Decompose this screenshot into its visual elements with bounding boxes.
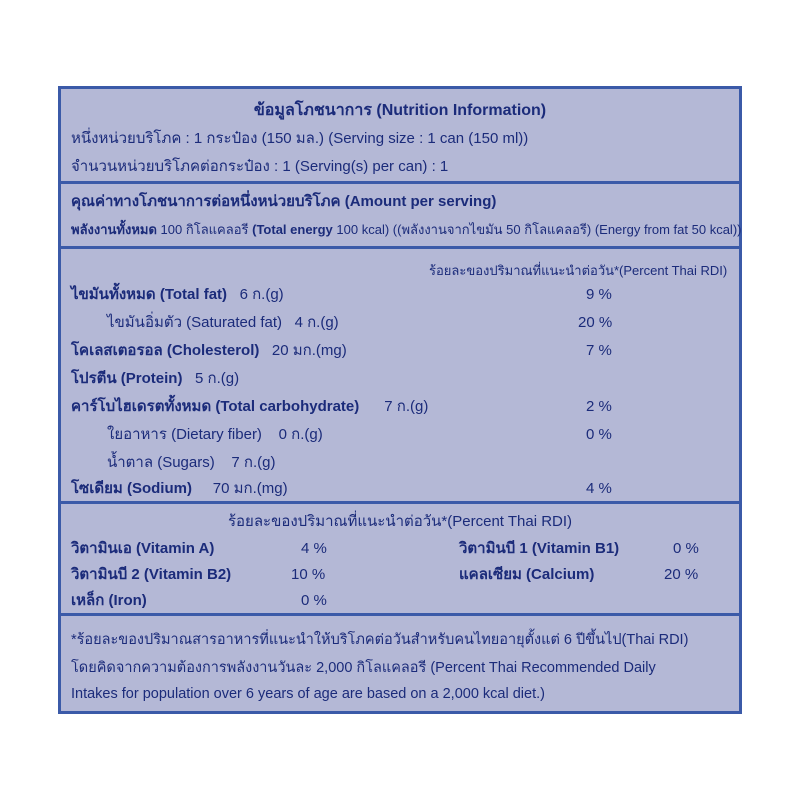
header-section (61, 89, 739, 184)
nutrition-title: ข้อมูลโภชนาการ (Nutrition Information) (253, 102, 547, 119)
nutrients-section (61, 249, 739, 504)
vitamin-b2-percent: 10 % (291, 566, 326, 583)
nutrient-percent-dietary-fiber: 0 % (586, 426, 612, 443)
nutrition-label (58, 86, 742, 714)
nutrient-amount: 0 ก.(g) (278, 426, 323, 443)
vitamin-b1-label: วิตามินบี 1 (Vitamin B1) (459, 540, 620, 557)
servings-per-container: จำนวนหน่วยบริโภคต่อกระป๋อง : 1 (Serving(s) per can) : 1 (71, 158, 449, 175)
amount-title: คุณค่าทางโภชนาการต่อหนึ่งหน่วยบริโภค (Amount per serving) (71, 193, 497, 210)
footnote-line-2: โดยคิดจากความต้องการพลังงานวันละ 2,000 กิโลแคลอรี (Percent Thai Recommended Daily (71, 660, 656, 676)
energy-from-fat: ((พลังงานจากไขมัน 50 กิโลแคลอรี) (Energy from fat 50 kcal)) (392, 222, 742, 237)
vitamins-rdi-header: ร้อยละของปริมาณที่แนะนำต่อวัน*(Percent Thai RDI) (227, 513, 573, 530)
nutrient-amount: 6 ก.(g) (239, 286, 284, 303)
nutrient-label: ไขมันทั้งหมด (Total fat) (71, 286, 228, 303)
nutrient-row-protein (71, 369, 239, 389)
nutrient-percent-saturated-fat: 20 % (578, 314, 613, 331)
nutrient-percent-total-carbohydrate: 2 % (586, 398, 612, 415)
nutrient-label: โซเดียม (Sodium) (71, 480, 192, 497)
calcium-percent: 20 % (664, 566, 699, 583)
nutrient-row-sodium (71, 479, 288, 499)
nutrient-row-total-carbohydrate (71, 397, 428, 417)
footnote-line-1: *ร้อยละของปริมาณสารอาหารที่แนะนำให้บริโภคต่อวันสำหรับคนไทยอายุตั้งแต่ 6 ปีขึ้นไป(Thai RDI) (71, 632, 689, 648)
nutrient-row-sugars (107, 453, 275, 473)
nutrient-amount: 7 ก.(g) (231, 454, 276, 471)
energy-value: 100 กิโลแคลอรี (160, 222, 249, 237)
footnote-section (61, 616, 739, 711)
nutrient-percent-total-fat: 9 % (586, 286, 612, 303)
vitamins-section (61, 504, 739, 616)
nutrient-amount: 20 มก.(mg) (271, 342, 347, 359)
serving-size: หนึ่งหน่วยบริโภค : 1 กระป๋อง (150 มล.) (Serving size : 1 can (150 ml)) (71, 130, 529, 147)
nutrient-label: โปรตีน (Protein) (71, 370, 183, 387)
nutrient-row-saturated-fat (107, 313, 339, 333)
nutrient-label: คาร์โบไฮเดรตทั้งหมด (Total carbohydrate) (71, 398, 360, 415)
iron-label: เหล็ก (Iron) (71, 592, 147, 609)
nutrient-amount: 7 ก.(g) (384, 398, 429, 415)
amount-section (61, 184, 742, 249)
nutrient-label: ใยอาหาร (Dietary fiber) (107, 426, 262, 443)
nutrient-amount: 5 ก.(g) (194, 370, 240, 387)
energy-value-en: 100 kcal) (336, 222, 390, 237)
nutrient-percent-sodium: 4 % (586, 480, 612, 497)
nutrient-label: น้ำตาล (Sugars) (107, 454, 215, 471)
nutrient-amount: 70 มก.(mg) (212, 480, 288, 497)
iron-percent: 0 % (301, 592, 327, 609)
nutrient-row-cholesterol (71, 341, 347, 361)
nutrient-row-total-fat (71, 285, 284, 305)
vitamin-b1-percent: 0 % (673, 540, 699, 557)
calcium-label: แคลเซียม (Calcium) (459, 566, 595, 583)
nutrient-percent-cholesterol: 7 % (586, 342, 612, 359)
vitamin-a-label: วิตามินเอ (Vitamin A) (71, 540, 215, 557)
energy-line (71, 220, 741, 240)
vitamin-b2-label: วิตามินบี 2 (Vitamin B2) (71, 566, 232, 583)
nutrient-row-dietary-fiber (107, 425, 323, 445)
footnote-line-3: Intakes for population over 6 years of age are based on a 2,000 kcal diet.) (71, 686, 545, 702)
vitamin-a-percent: 4 % (301, 540, 327, 557)
nutrient-amount: 4 ก.(g) (294, 314, 339, 331)
energy-label-en: (Total energy (252, 222, 333, 237)
energy-label: พลังงานทั้งหมด (71, 222, 157, 237)
nutrient-label: ไขมันอิ่มตัว (Saturated fat) (107, 314, 283, 331)
nutrient-label: โคเลสเตอรอล (Cholesterol) (71, 342, 260, 359)
nutrients-rdi-header: ร้อยละของปริมาณที่แนะนำต่อวัน*(Percent Thai RDI) (429, 263, 728, 278)
